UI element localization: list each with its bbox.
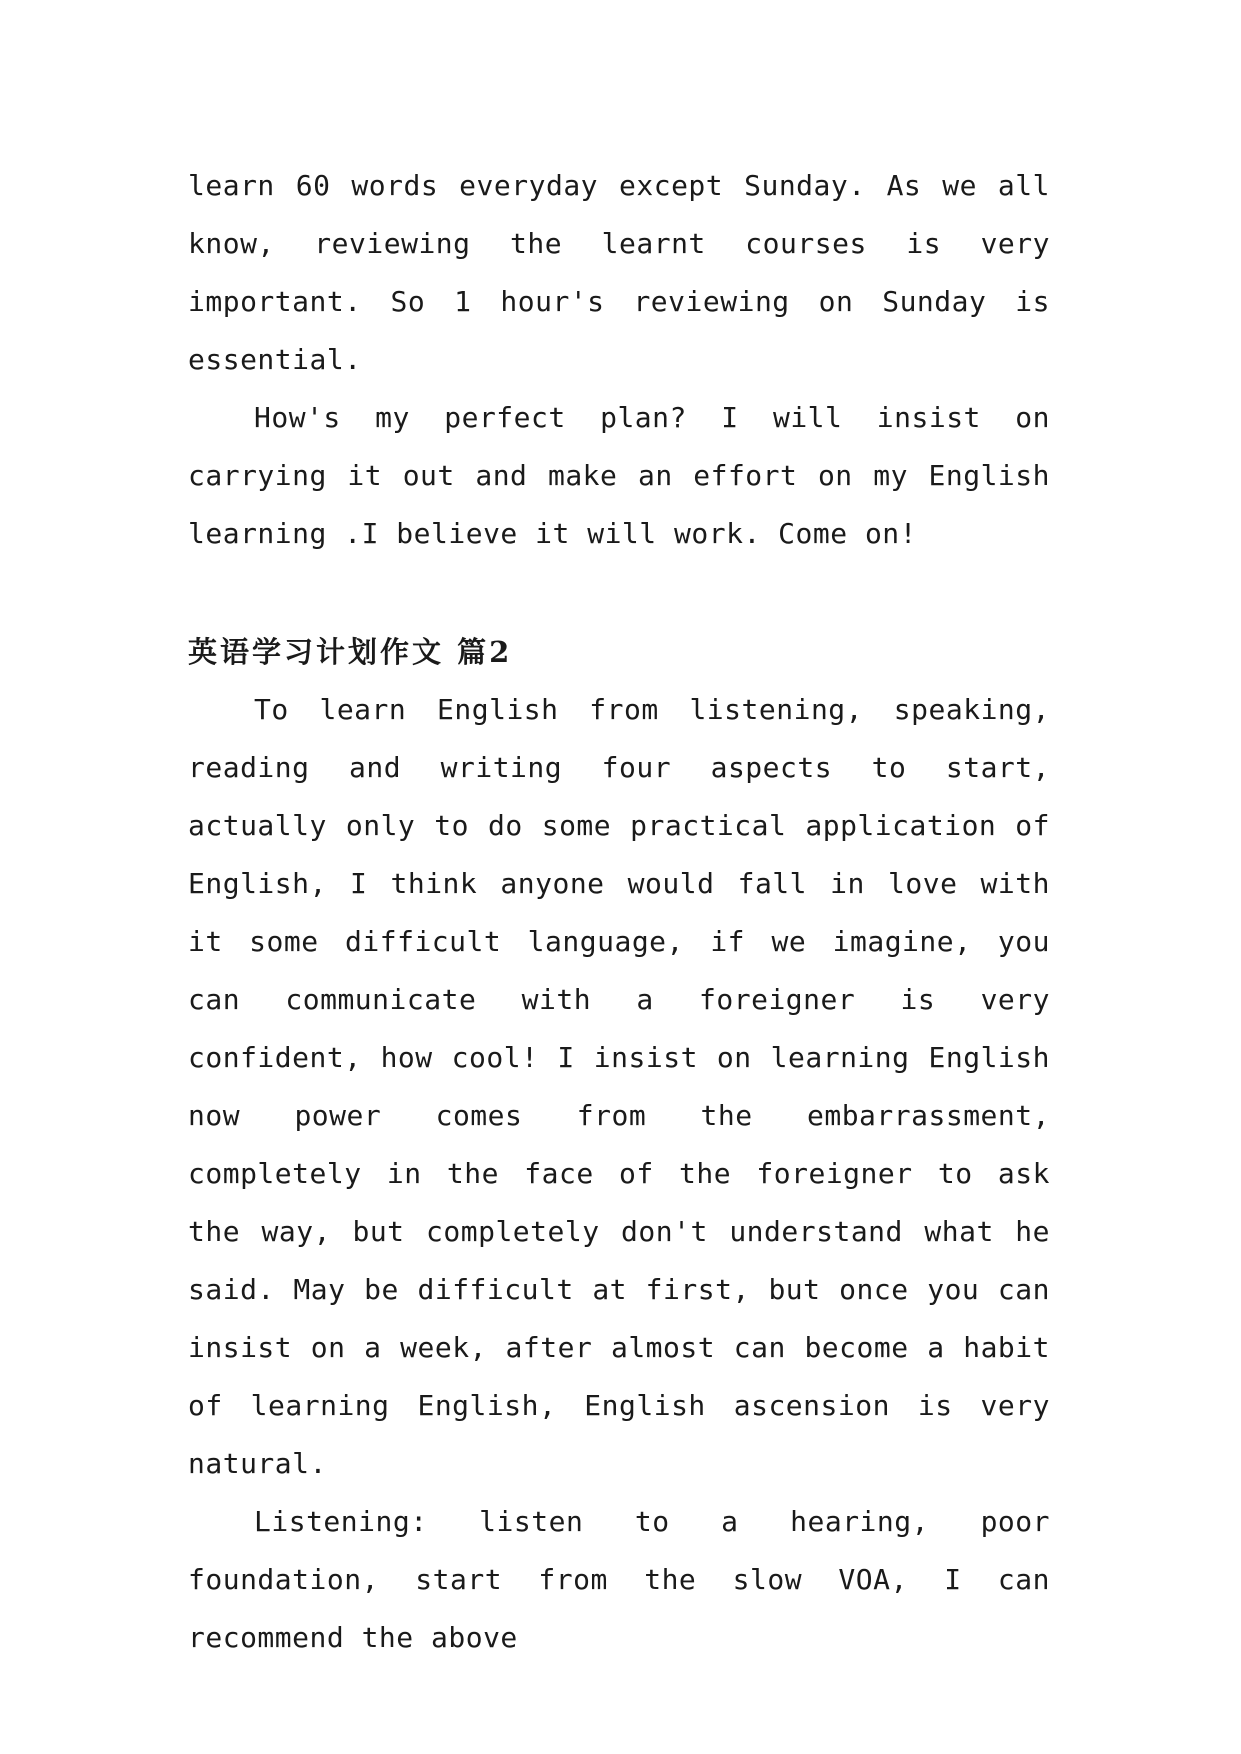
paragraph-plan-conclusion: How's my perfect plan? I will insist on carrying it out and make an effort on my English learning .I believe it will work. Come on! <box>188 401 1050 550</box>
paragraph-listening: Listening: listen to a hearing, poor foundation, start from the slow VOA, I can recommend the above <box>188 1505 1050 1654</box>
section-1 <box>188 157 1050 563</box>
section-2 <box>188 623 1050 1667</box>
paragraph-learning-english: To learn English from listening, speaking, reading and writing four aspects to start, actually only to do some practical application of English, I think anyone would fall in love with it some difficult language, if we imagine, you can communicate with a foreigner is very confident, how cool! I insist on learning English now power comes from the embarrassment, completely in the face of the foreigner to ask the way, but completely don't understand what he said. May be difficult at first, but once you can insist on a week, after almost can become a habit of learning English, English ascension is very natural. <box>188 693 1050 1480</box>
section-heading: 英语学习计划作文 篇2 <box>188 635 513 669</box>
paragraph-continued: learn 60 words everyday except Sunday. As we all know, reviewing the learnt courses is very important. So 1 hour's reviewing on Sunday is essential. <box>188 169 1050 376</box>
